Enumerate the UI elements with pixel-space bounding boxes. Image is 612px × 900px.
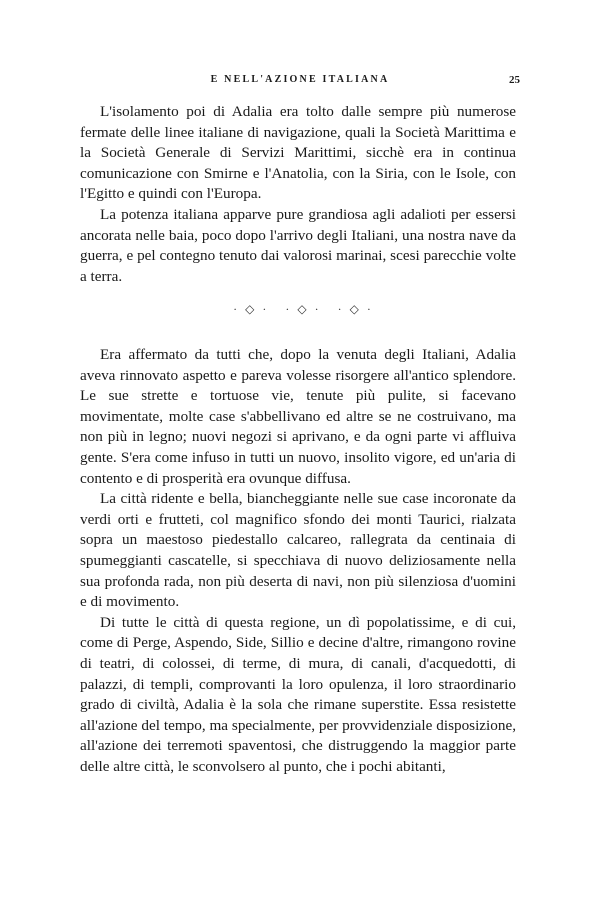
- paragraph: La città ridente e bella, biancheggiante nelle sue case incoronate da verdi orti e frutteti, col magnifico sfondo dei monti Taurici, rialzata sopra un maestoso piedestallo calcareo, rallegrata da centinaia di spumeggianti cascatelle, si specchiava di nuovo deliziosamente nella sua profonda rada, non più deserta di navi, non più silenziosa d'uomini e di movimento.: [80, 490, 516, 611]
- paragraph: L'isolamento poi di Adalia era tolto dalle sempre più numerose fermate delle linee italiane di navigazione, quali la Società Marittima e la Società Generale di Servizi Marittimi, sicchè era in continua comunicazione con Smirne e l'Anatolia, con la Siria, con le Isole, con l'Egitto e quindi con l'Europa.: [80, 103, 516, 203]
- paragraph: Di tutte le città di questa regione, un dì popolatissime, e di cui, come di Perge, Aspendo, Side, Sillio e decine d'altre, rimangono rovine di teatri, di colossei, di terme, di mura, di canali, d'acquedotti, di palazzi, di templi, comprovanti la loro opulenza, il loro straordinario grado di civiltà, Adalia è la sola che rimane superstite. Essa resistette all'azione del tempo, ma specialmente, per provvidenziale disposizione, all'azione dei terremoti spaventosi, che distruggendo la maggior parte delle altre città, le sconvolsero al punto, che i pochi abitanti,: [80, 613, 516, 775]
- paragraph: Era affermato da tutti che, dopo la venuta degli Italiani, Adalia aveva rinnovato aspetto e pareva volesse risorgere all'antico splendore. Le sue strette e tortuose vie, tenute più pulite, si facevano movimentate, molte case s'abbellivano ed altre se ne costruivano, ma non più in legno; nuovi negozi si aprivano, e da ogni parte vi affluiva gente. S'era come infuso in tutti un nuovo, insolito vigore, ed un'aria di contento e di prosperità era ovunque diffusa.: [80, 346, 516, 487]
- page-number: 25: [509, 74, 520, 86]
- section-divider-ornament: ·◇· ·◇· ·◇·: [233, 302, 379, 316]
- section-1-text: [80, 102, 516, 287]
- page-header: [80, 74, 520, 90]
- section-2-text: [80, 345, 516, 777]
- running-title: E NELL'AZIONE ITALIANA: [210, 74, 390, 85]
- paragraph: La potenza italiana apparve pure grandiosa agli adalioti per essersi ancorata nelle baia, poco dopo l'arrivo degli Italiani, una nostra nave da guerra, e pel contegno tenuto dai valorosi marinai, scesi parecchie volte a terra.: [80, 205, 516, 285]
